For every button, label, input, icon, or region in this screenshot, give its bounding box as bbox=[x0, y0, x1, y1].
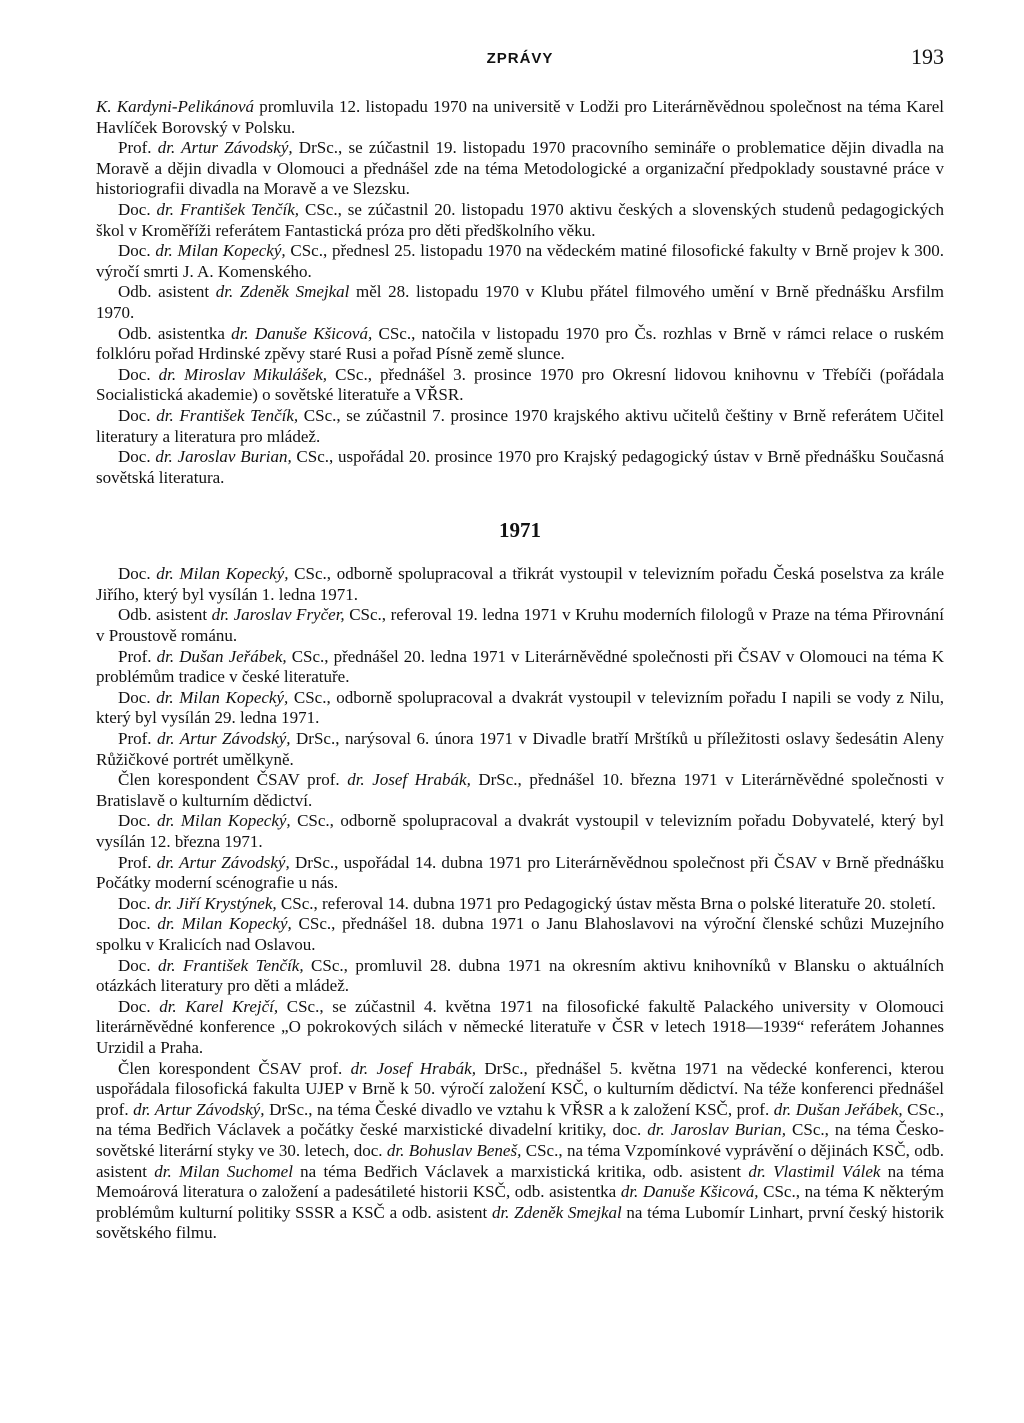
entry-title: Člen korespondent ČSAV prof. bbox=[118, 770, 348, 790]
news-entry bbox=[96, 770, 944, 811]
entry-text: CSc., se zúčastnil 20. listopadu 1970 aktivu českých a slovenských studenů pedagogických škol v Kroměříži referátem Fantastická próza pro děti předškolního věku. bbox=[96, 199, 944, 240]
entry-person-name: dr. Zdeněk Smejkal bbox=[491, 1202, 622, 1222]
entries-1971 bbox=[96, 564, 944, 1058]
entry-text: DrSc., uspořádal 14. dubna 1971 pro Literárněvědnou společnost při ČSAV v Brně přednášku Počátky moderní scénografie u nás. bbox=[96, 852, 944, 893]
entry-person-name: dr. Artur Závodský, bbox=[156, 852, 290, 872]
entry-person-name: dr. Vlastimil Válek bbox=[748, 1161, 881, 1181]
news-entry bbox=[96, 138, 944, 200]
entry-text: CSc., odborně spolupracoval a třikrát vystoupil v televizním pořadu Česká poselstva za krále Jiřího, který byl vysílán 1. ledna 1971. bbox=[96, 564, 944, 604]
entry-text: CSc., na téma Česko-sovětské literární styky ve 30. letech, doc. bbox=[96, 1120, 944, 1160]
entry-text: CSc., na téma Vzpomínkové vyprávění o dějinách KSČ, odb. asistent bbox=[96, 1140, 944, 1181]
entry-text: CSc., promluvil 28. dubna 1971 na okresním aktivu knihovníků v Blansku o aktuálních otázkách literatury pro děti a mládež. bbox=[96, 955, 945, 996]
entry-person-name: dr. Miroslav Mikulášek, bbox=[158, 364, 328, 384]
news-entry bbox=[96, 853, 944, 894]
news-entry bbox=[96, 200, 944, 241]
article-body bbox=[96, 97, 944, 1244]
news-entry bbox=[96, 729, 944, 770]
entry-title: Prof. bbox=[118, 729, 158, 749]
news-entry bbox=[96, 997, 944, 1059]
entry-text: na téma Lubomír Linhart, první český historik sovětského filmu. bbox=[96, 1202, 944, 1243]
entry-person-name: dr. Dušan Jeřábek, bbox=[156, 646, 287, 666]
entry-person-name: dr. Artur Závodský, bbox=[157, 138, 293, 158]
entry-title: Doc. bbox=[118, 199, 157, 219]
entry-text: DrSc., přednášel 10. března 1971 v Literárněvědné společnosti v Bratislavě o kulturním dědictví. bbox=[96, 770, 944, 810]
entry-text: CSc., na téma K některým problémům kulturní politiky SSSR a KSČ a odb. asistent bbox=[96, 1182, 944, 1222]
entry-text: CSc., přednášel 18. dubna 1971 o Janu Blahoslavovi na výroční členské schůzi Muzejního spolku v Kralicích nad Oslavou. bbox=[96, 914, 944, 954]
entry-text: CSc., uspořádal 20. prosince 1970 pro Krajský pedagogický ústav v Brně přednášku Současná sovětská literatura. bbox=[96, 447, 944, 487]
news-entry bbox=[96, 647, 944, 688]
news-entry bbox=[96, 324, 944, 365]
news-entry bbox=[96, 365, 944, 406]
entry-text: DrSc., přednášel 5. května 1971 na vědecké konferenci, kterou uspořádala filosofická fakulta UJEP v Brně k 50. výročí založení KSČ, o kulturním dědictví. Na téže konferenci přednášel prof. bbox=[96, 1058, 944, 1119]
entry-person-name: dr. Artur Závodský, bbox=[157, 729, 291, 749]
news-entry bbox=[96, 282, 944, 323]
entry-person-name: dr. Milan Kopecký, bbox=[155, 241, 286, 261]
entry-text: CSc., odborně spolupracoval a dvakrát vystoupil v televizním pořadu I napili se vody z Nilu, který byl vysílán 29. ledna 1971. bbox=[96, 687, 944, 728]
entry-person-name: dr. Milan Kopecký, bbox=[156, 687, 289, 707]
entry-title: Doc. bbox=[118, 914, 158, 934]
entry-person-name: dr. František Tenčík, bbox=[156, 405, 299, 425]
final-paragraph bbox=[96, 1059, 944, 1244]
entry-person-name: dr. Danuše Kšicová, bbox=[620, 1182, 759, 1202]
entry-text: na téma Memoárová literatura o založení a padesátileté historii KSČ, odb. asistentka bbox=[96, 1161, 944, 1202]
entry-text: promluvila 12. listopadu 1970 na universitě v Lodži pro Literárněvědnou společnost na téma Karel Havlíček Borovský v Polsku. bbox=[96, 97, 945, 137]
entry-text: CSc., se zúčastnil 4. května 1971 na filosofické fakultě Palackého university v Olomouci literárněvědné konference „O pokrokových silách v německé literatuře v ČSR v letech 1918—1939“ referátem Johannes Urzidil a Praha. bbox=[96, 996, 944, 1057]
entry-title: Doc. bbox=[118, 687, 157, 707]
entry-person-name: K. Kardyni-Pelikánová bbox=[96, 97, 255, 116]
news-entry bbox=[96, 688, 944, 729]
news-entry bbox=[96, 241, 944, 282]
entry-text: měl 28. listopadu 1970 v Klubu přátel filmového umění v Brně přednášku Arsfilm 1970. bbox=[96, 282, 944, 322]
entry-person-name: dr. Dušan Jeřábek, bbox=[773, 1099, 903, 1119]
entry-title: Doc. bbox=[118, 241, 156, 261]
page-header bbox=[96, 44, 944, 74]
entry-person-name: dr. Milan Suchomel bbox=[154, 1161, 293, 1181]
entry-person-name: dr. Jaroslav Fryčer, bbox=[211, 605, 345, 625]
entry-text: CSc., přednášel 3. prosince 1970 pro Okresní lidovou knihovnu v Třebíči (pořádala Socialistická akademie) o sovětské literatuře a VŘSR. bbox=[96, 364, 944, 405]
news-entry bbox=[96, 894, 944, 915]
year-heading: 1971 bbox=[499, 518, 541, 543]
page-number: 193 bbox=[911, 44, 944, 69]
entry-person-name: dr. Milan Kopecký, bbox=[156, 811, 291, 831]
entry-title: Odb. asistentka bbox=[118, 323, 232, 343]
entry-person-name: dr. Zdeněk Smejkal bbox=[215, 282, 350, 302]
entry-text: CSc., se zúčastnil 7. prosince 1970 krajského aktivu učitelů češtiny v Brně referátem Učitel literatury a literatura pro mládež. bbox=[96, 405, 945, 446]
entry-text: CSc., referoval 19. ledna 1971 v Kruhu moderních filologů v Praze na téma Přirovnání v Proustově románu. bbox=[96, 605, 944, 646]
entry-person-name: dr. Jaroslav Burian, bbox=[647, 1120, 787, 1140]
entry-text: CSc., přednesl 25. listopadu 1970 na vědeckém matiné filosofické fakulty v Brně projev k 300. výročí smrti J. A. Komenského. bbox=[96, 241, 945, 281]
entry-text: DrSc., na téma České divadlo ve vztahu k VŘSR a k založení KSČ, prof. bbox=[264, 1099, 774, 1119]
entry-person-name: dr. Milan Kopecký, bbox=[157, 914, 292, 934]
entry-title: Doc. bbox=[118, 893, 155, 913]
entry-person-name: dr. Artur Závodský, bbox=[133, 1099, 265, 1119]
entry-title: Prof. bbox=[118, 852, 157, 872]
entries-1970 bbox=[96, 97, 944, 488]
entry-title: Doc. bbox=[118, 955, 159, 975]
news-entry bbox=[96, 447, 944, 488]
entry-text: DrSc., se zúčastnil 19. listopadu 1970 pracovního semináře o problematice dějin divadla na Moravě a dějin divadla v Olomouci a přednášel zde na téma Metodologické a organizační předpoklady soustavné práce v historiografii divadla na Moravě a ve Slezsku. bbox=[96, 138, 944, 199]
entry-title: Doc. bbox=[118, 447, 156, 467]
news-entry bbox=[96, 811, 944, 852]
entry-title: Odb. asistent bbox=[118, 605, 212, 625]
entry-person-name: dr. František Tenčík, bbox=[156, 199, 300, 219]
entry-text: Člen korespondent ČSAV prof. bbox=[118, 1058, 351, 1078]
entry-title: Prof. bbox=[118, 646, 157, 666]
entry-title: Doc. bbox=[118, 811, 157, 831]
entry-text: na téma Bedřich Václavek a marxistická kritika, odb. asistent bbox=[292, 1161, 749, 1181]
entry-text: CSc., referoval 14. dubna 1971 pro Pedagogický ústav města Brna o polské literatuře 20. století. bbox=[276, 893, 936, 913]
entry-text: DrSc., narýsoval 6. února 1971 v Divadle bratří Mrštíků u příležitosti oslavy šedesátin Aleny Růžičkové portrét umělkyně. bbox=[96, 729, 944, 769]
entry-text: CSc., na téma Bedřich Václavek a počátky české marxistické divadelní kritiky, doc. bbox=[96, 1099, 944, 1140]
entry-title: Doc. bbox=[118, 564, 157, 584]
entry-title: Doc. bbox=[118, 405, 157, 425]
entry-person-name: dr. Josef Hrabák, bbox=[350, 1058, 476, 1078]
entry-title: Odb. asistent bbox=[118, 282, 216, 302]
entry-person-name: dr. Milan Kopecký, bbox=[156, 564, 289, 584]
entry-person-name: dr. Jaroslav Burian, bbox=[155, 447, 292, 467]
entry-person-name: dr. Josef Hrabák, bbox=[347, 770, 471, 790]
running-title: ZPRÁVY bbox=[486, 50, 554, 67]
entry-person-name: dr. Danuše Kšicová, bbox=[231, 323, 373, 343]
news-entry bbox=[96, 605, 944, 646]
news-entry bbox=[96, 97, 944, 138]
news-entry bbox=[96, 914, 944, 955]
news-entry bbox=[96, 406, 944, 447]
entry-title: Doc. bbox=[118, 364, 159, 384]
entry-person-name: dr. Bohuslav Beneš, bbox=[386, 1140, 522, 1160]
entry-person-name: dr. Jiří Krystýnek, bbox=[154, 893, 277, 913]
news-entry bbox=[96, 564, 944, 605]
entry-title: Prof. bbox=[118, 138, 158, 158]
news-entry bbox=[96, 956, 944, 997]
entry-title: Doc. bbox=[118, 996, 160, 1016]
entry-person-name: dr. František Tenčík, bbox=[158, 955, 304, 975]
entry-person-name: dr. Karel Krejčí, bbox=[159, 996, 279, 1016]
entry-text: CSc., natočila v listopadu 1970 pro Čs. rozhlas v Brně v rámci relace o ruském folklóru pořad Hrdinské zpěvy staré Rusi a pořad Písně země slunce. bbox=[96, 323, 944, 364]
entry-text: CSc., odborně spolupracoval a dvakrát vystoupil v televizním pořadu Dobyvatelé, který byl vysílán 12. března 1971. bbox=[96, 811, 945, 851]
entry-text: CSc., přednášel 20. ledna 1971 v Literárněvědné společnosti při ČSAV v Olomouci na téma K problémům tradice v české literatuře. bbox=[96, 646, 945, 687]
